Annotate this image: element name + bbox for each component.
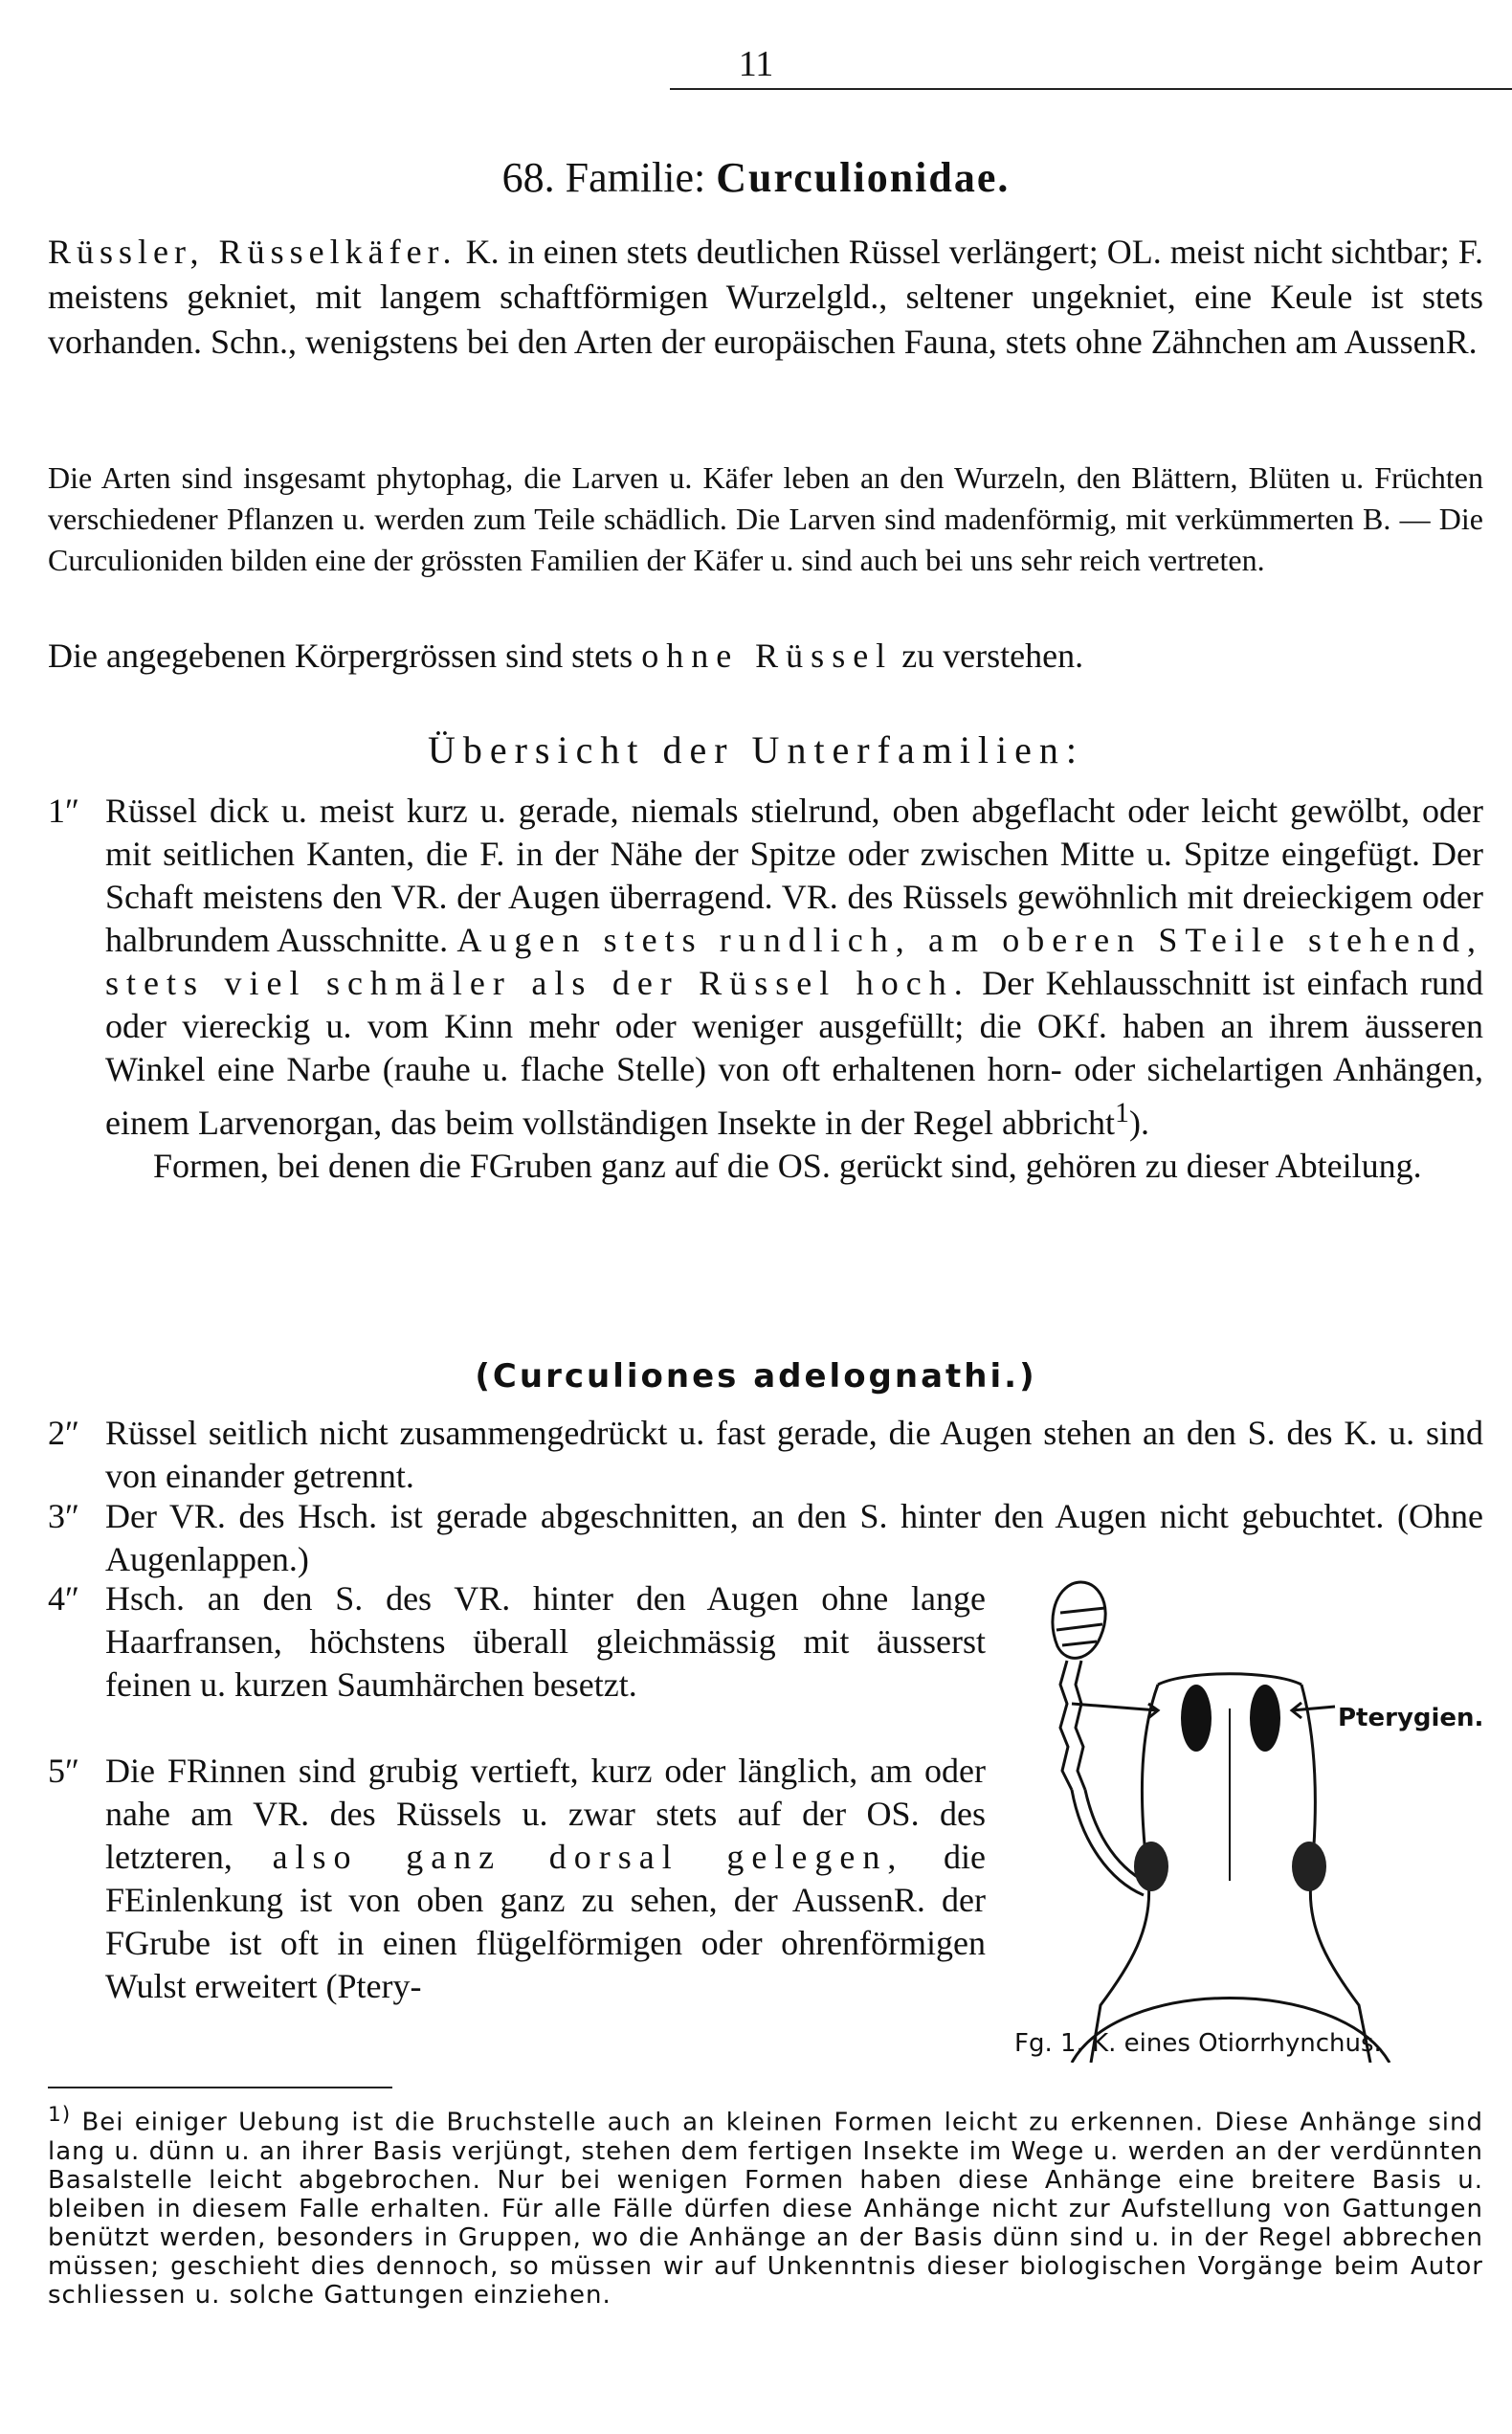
entry-1-note: Formen, bei denen die FGruben ganz auf die OS. gerückt sind, gehören zu dieser Abteilung. <box>153 1147 1422 1185</box>
intro-paragraph <box>48 230 1483 365</box>
entry-number: 2″ <box>48 1414 79 1452</box>
body-size-emphasis: ohne Rüssel <box>641 636 894 675</box>
key-entry-1 <box>48 790 1483 1188</box>
pterygium-left <box>1181 1685 1212 1752</box>
page-number: 11 <box>738 44 774 84</box>
figure-caption-text: K. eines Otiorrhynchus. <box>1092 2029 1382 2058</box>
entry-number: 5″ <box>48 1752 79 1790</box>
antenna-funicle <box>1060 1661 1072 1790</box>
footnote-marker: 1) <box>48 2103 72 2127</box>
entry-1-part-b: Der Kehlausschnitt ist einfach rund oder viereckig u. vom Kinn mehr oder weniger ausgefüllt; die OKf. haben an ihrem äusseren Winkel eine Narbe (rauhe u. flache Stelle) von oft erhaltenen horn- oder sichelartigen Anhängen, einem Larvenorgan, das beim vollständigen Insekte in der Regel abbricht <box>105 964 1483 1142</box>
entry-5-part-a: Die FRinnen sind grubig vertieft, kurz oder länglich, am oder nahe am VR. des Rüssels u. zwar stets auf der OS. des letzteren, <box>105 1752 986 1876</box>
entry-1-part-c: ). <box>1129 1104 1150 1142</box>
entry-number: 1″ <box>48 792 79 830</box>
entry-text: Rüssel seitlich nicht zusammengedrückt u. fast gerade, die Augen stehen an den S. des K. u. sind von einander getrennt. <box>105 1414 1483 1495</box>
pterygien-label: Pterygien. <box>1338 1704 1484 1732</box>
figure-caption <box>1014 2029 1493 2058</box>
entry-text: Der VR. des Hsch. ist gerade abgeschnitten, an den S. hinter den Augen nicht gebuchtet. (Ohne Augenlappen.) <box>105 1497 1483 1578</box>
pterygium-right <box>1250 1685 1280 1752</box>
antenna-club <box>1053 1582 1105 1658</box>
family-prefix: 68. Familie: <box>501 154 706 201</box>
rostrum-apex <box>1158 1674 1301 1685</box>
body-size-end: zu verstehen. <box>893 636 1084 675</box>
section-heading: (Curculiones adelognathi.) <box>475 1357 1037 1396</box>
footnote <box>48 2101 1483 2310</box>
entry-number: 3″ <box>48 1497 79 1535</box>
footnote-rule <box>48 2087 392 2088</box>
body-size-paragraph <box>48 634 1483 679</box>
right-arrow <box>1292 1703 1335 1718</box>
intro-title: Rüssler, Rüsselkäfer. <box>48 233 457 271</box>
biology-paragraph: Die Arten sind insgesamt phytophag, die Larven u. Käfer leben an den Wurzeln, den Blättern, Blüten u. Früchten verschiedener Pflanzen u. werden zum Teile schädlich. Die Larven sind madenförmig, mit verkümmerten B. — Die Curculioniden bilden eine der grössten Familien der Käfer u. sind auch bei uns sehr reich vertreten. <box>48 460 1483 577</box>
left-arrow <box>1072 1704 1158 1718</box>
body-size-start: Die angegebenen Körpergrössen sind stets <box>48 636 642 675</box>
overview-heading: Übersicht der Unterfamilien: <box>427 728 1085 771</box>
entry-text: Hsch. an den S. des VR. hinter den Augen ohne lange Haarfransen, höchstens überall gleichmässig mit äusserst feinen u. kurzen Saumhärchen besetzt. <box>105 1579 986 1704</box>
header-rule <box>670 88 1512 90</box>
entry-text <box>105 790 1483 1145</box>
family-name: Curculionidae. <box>716 154 1011 201</box>
footnote-ref: 1 <box>1115 1097 1130 1128</box>
footnote-text: Bei einiger Uebung ist die Bruchstelle auch an kleinen Formen leicht zu erkennen. Diese Anhänge sind lang u. dünn u. an ihrer Basis verjüngt, stehen dem fertigen Insekte im Wege u. werden an der verdünnten Basalstelle leicht abgebrochen. Nur bei wenigen Formen haben diese Anhänge eine breitere Basis u. bleiben in diesem Falle erhalten. Für alle Fälle dürfen diese Anhänge nicht zur Aufstellung von Gattungen benützt werden, besonders in Gruppen, wo die Anhänge an der Basis dünn sind u. in der Regel abbrechen müssen; geschieht dies dennoch, so müssen wir auf Unkenntnis dieser biologischen Vorgänge beim Autor schliessen u. solche Gattungen einziehen. <box>48 2108 1483 2310</box>
eye-left <box>1134 1842 1168 1891</box>
family-heading <box>0 153 1512 202</box>
entry-1-part-a: Rüssel dick u. meist kurz u. gerade, niemals stielrund, oben abgeflacht oder leicht gewölbt, oder mit seitlichen Kanten, die F. in der Nähe der Spitze oder zwischen Mitte u. Spitze eingefügt. Der Schaft meistens den VR. der Augen überragend. VR. des Rüssels gewöhnlich mit dreieckigem oder halbrundem Ausschnitte. <box>105 792 1483 959</box>
entry-number: 4″ <box>48 1579 79 1618</box>
intro-text: K. in einen stets deutlichen Rüssel verlängert; OL. meist nicht sichtbar; F. meistens gekniet, mit langem schaftförmigen Wurzelgld., seltener ungekniet, eine Keule ist stets vorhanden. Schn., wenigstens bei den Arten der europäischen Fauna, stets ohne Zähnchen am AussenR. <box>48 233 1483 361</box>
entry-text <box>105 1750 986 2008</box>
figure-caption-prefix: Fg. 1. <box>1014 2029 1084 2058</box>
weevil-head-figure <box>1014 1565 1493 2063</box>
key-entry-5 <box>48 1750 986 2008</box>
entry-5-emphasis: also ganz dorsal gelegen, <box>272 1838 904 1876</box>
key-entry-4 <box>48 1577 986 1707</box>
entry-1-emphasis: Augen stets rundlich, am oberen STeile stehend, stets viel schmäler als der Rüssel hoch. <box>105 921 1483 1002</box>
eye-right <box>1292 1842 1326 1891</box>
entry-5-part-b: die FEinlenkung ist von oben ganz zu sehen, der AussenR. der FGrube ist oft in einen flügelförmigen oder ohrenförmigen Wulst erweitert (Ptery- <box>105 1838 986 2005</box>
key-entry-2 <box>48 1412 1483 1498</box>
